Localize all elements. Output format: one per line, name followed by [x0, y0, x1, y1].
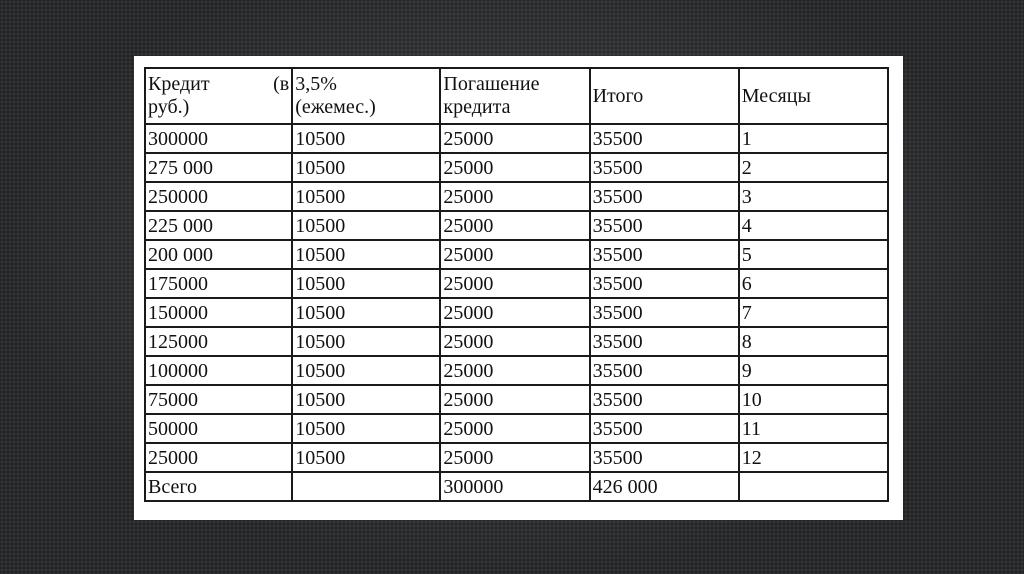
cell-repayment: 25000 [440, 327, 589, 356]
cell-rate: 10500 [292, 269, 440, 298]
cell-total: 35500 [590, 385, 739, 414]
cell-month: 9 [739, 356, 888, 385]
total-label: Всего [145, 472, 292, 501]
table-row [145, 124, 888, 153]
cell-rate: 10500 [292, 211, 440, 240]
cell-repayment: 25000 [440, 211, 589, 240]
cell-credit: 100000 [145, 356, 292, 385]
cell-total: 35500 [590, 182, 739, 211]
cell-total: 35500 [590, 298, 739, 327]
cell-credit: 50000 [145, 414, 292, 443]
cell-repayment: 25000 [440, 240, 589, 269]
total-sum: 426 000 [590, 472, 739, 501]
table-row [145, 153, 888, 182]
table-row [145, 182, 888, 211]
total-rate [292, 472, 440, 501]
header-rate: 3,5% (ежемес.) [292, 68, 440, 124]
header-total: Итого [590, 68, 739, 124]
cell-total: 35500 [590, 414, 739, 443]
cell-month: 1 [739, 124, 888, 153]
table-total-row [145, 472, 888, 501]
cell-rate: 10500 [292, 298, 440, 327]
cell-month: 8 [739, 327, 888, 356]
cell-total: 35500 [590, 211, 739, 240]
table-row [145, 414, 888, 443]
cell-credit: 250000 [145, 182, 292, 211]
header-repayment: Погашение кредита [440, 68, 589, 124]
table-row [145, 327, 888, 356]
cell-total: 35500 [590, 153, 739, 182]
cell-month: 7 [739, 298, 888, 327]
cell-repayment: 25000 [440, 182, 589, 211]
total-repayment: 300000 [440, 472, 589, 501]
cell-credit: 200 000 [145, 240, 292, 269]
cell-month: 11 [739, 414, 888, 443]
header-credit: Кредит (в руб.) [145, 68, 292, 124]
cell-total: 35500 [590, 356, 739, 385]
cell-rate: 10500 [292, 327, 440, 356]
cell-repayment: 25000 [440, 414, 589, 443]
table-row [145, 211, 888, 240]
table-body [145, 124, 888, 472]
cell-credit: 225 000 [145, 211, 292, 240]
cell-repayment: 25000 [440, 153, 589, 182]
table-row [145, 356, 888, 385]
cell-credit: 75000 [145, 385, 292, 414]
cell-month: 5 [739, 240, 888, 269]
cell-month: 3 [739, 182, 888, 211]
cell-total: 35500 [590, 240, 739, 269]
cell-month: 2 [739, 153, 888, 182]
cell-rate: 10500 [292, 153, 440, 182]
cell-total: 35500 [590, 443, 739, 472]
table-row [145, 385, 888, 414]
cell-month: 12 [739, 443, 888, 472]
credit-schedule-table [144, 67, 889, 502]
cell-credit: 125000 [145, 327, 292, 356]
cell-credit: 275 000 [145, 153, 292, 182]
table-row [145, 443, 888, 472]
cell-total: 35500 [590, 124, 739, 153]
cell-month: 10 [739, 385, 888, 414]
slide-sheet [134, 56, 903, 520]
cell-rate: 10500 [292, 385, 440, 414]
table-header-row [145, 68, 888, 124]
cell-repayment: 25000 [440, 385, 589, 414]
table-row [145, 298, 888, 327]
cell-total: 35500 [590, 269, 739, 298]
table-row [145, 240, 888, 269]
cell-repayment: 25000 [440, 124, 589, 153]
cell-month: 6 [739, 269, 888, 298]
cell-rate: 10500 [292, 443, 440, 472]
cell-credit: 300000 [145, 124, 292, 153]
cell-total: 35500 [590, 327, 739, 356]
cell-credit: 175000 [145, 269, 292, 298]
cell-month: 4 [739, 211, 888, 240]
header-months: Месяцы [739, 68, 888, 124]
cell-rate: 10500 [292, 182, 440, 211]
total-months [739, 472, 888, 501]
cell-repayment: 25000 [440, 356, 589, 385]
cell-credit: 25000 [145, 443, 292, 472]
table-row [145, 269, 888, 298]
cell-repayment: 25000 [440, 298, 589, 327]
cell-rate: 10500 [292, 356, 440, 385]
cell-rate: 10500 [292, 414, 440, 443]
cell-repayment: 25000 [440, 443, 589, 472]
cell-repayment: 25000 [440, 269, 589, 298]
cell-rate: 10500 [292, 124, 440, 153]
cell-credit: 150000 [145, 298, 292, 327]
cell-rate: 10500 [292, 240, 440, 269]
